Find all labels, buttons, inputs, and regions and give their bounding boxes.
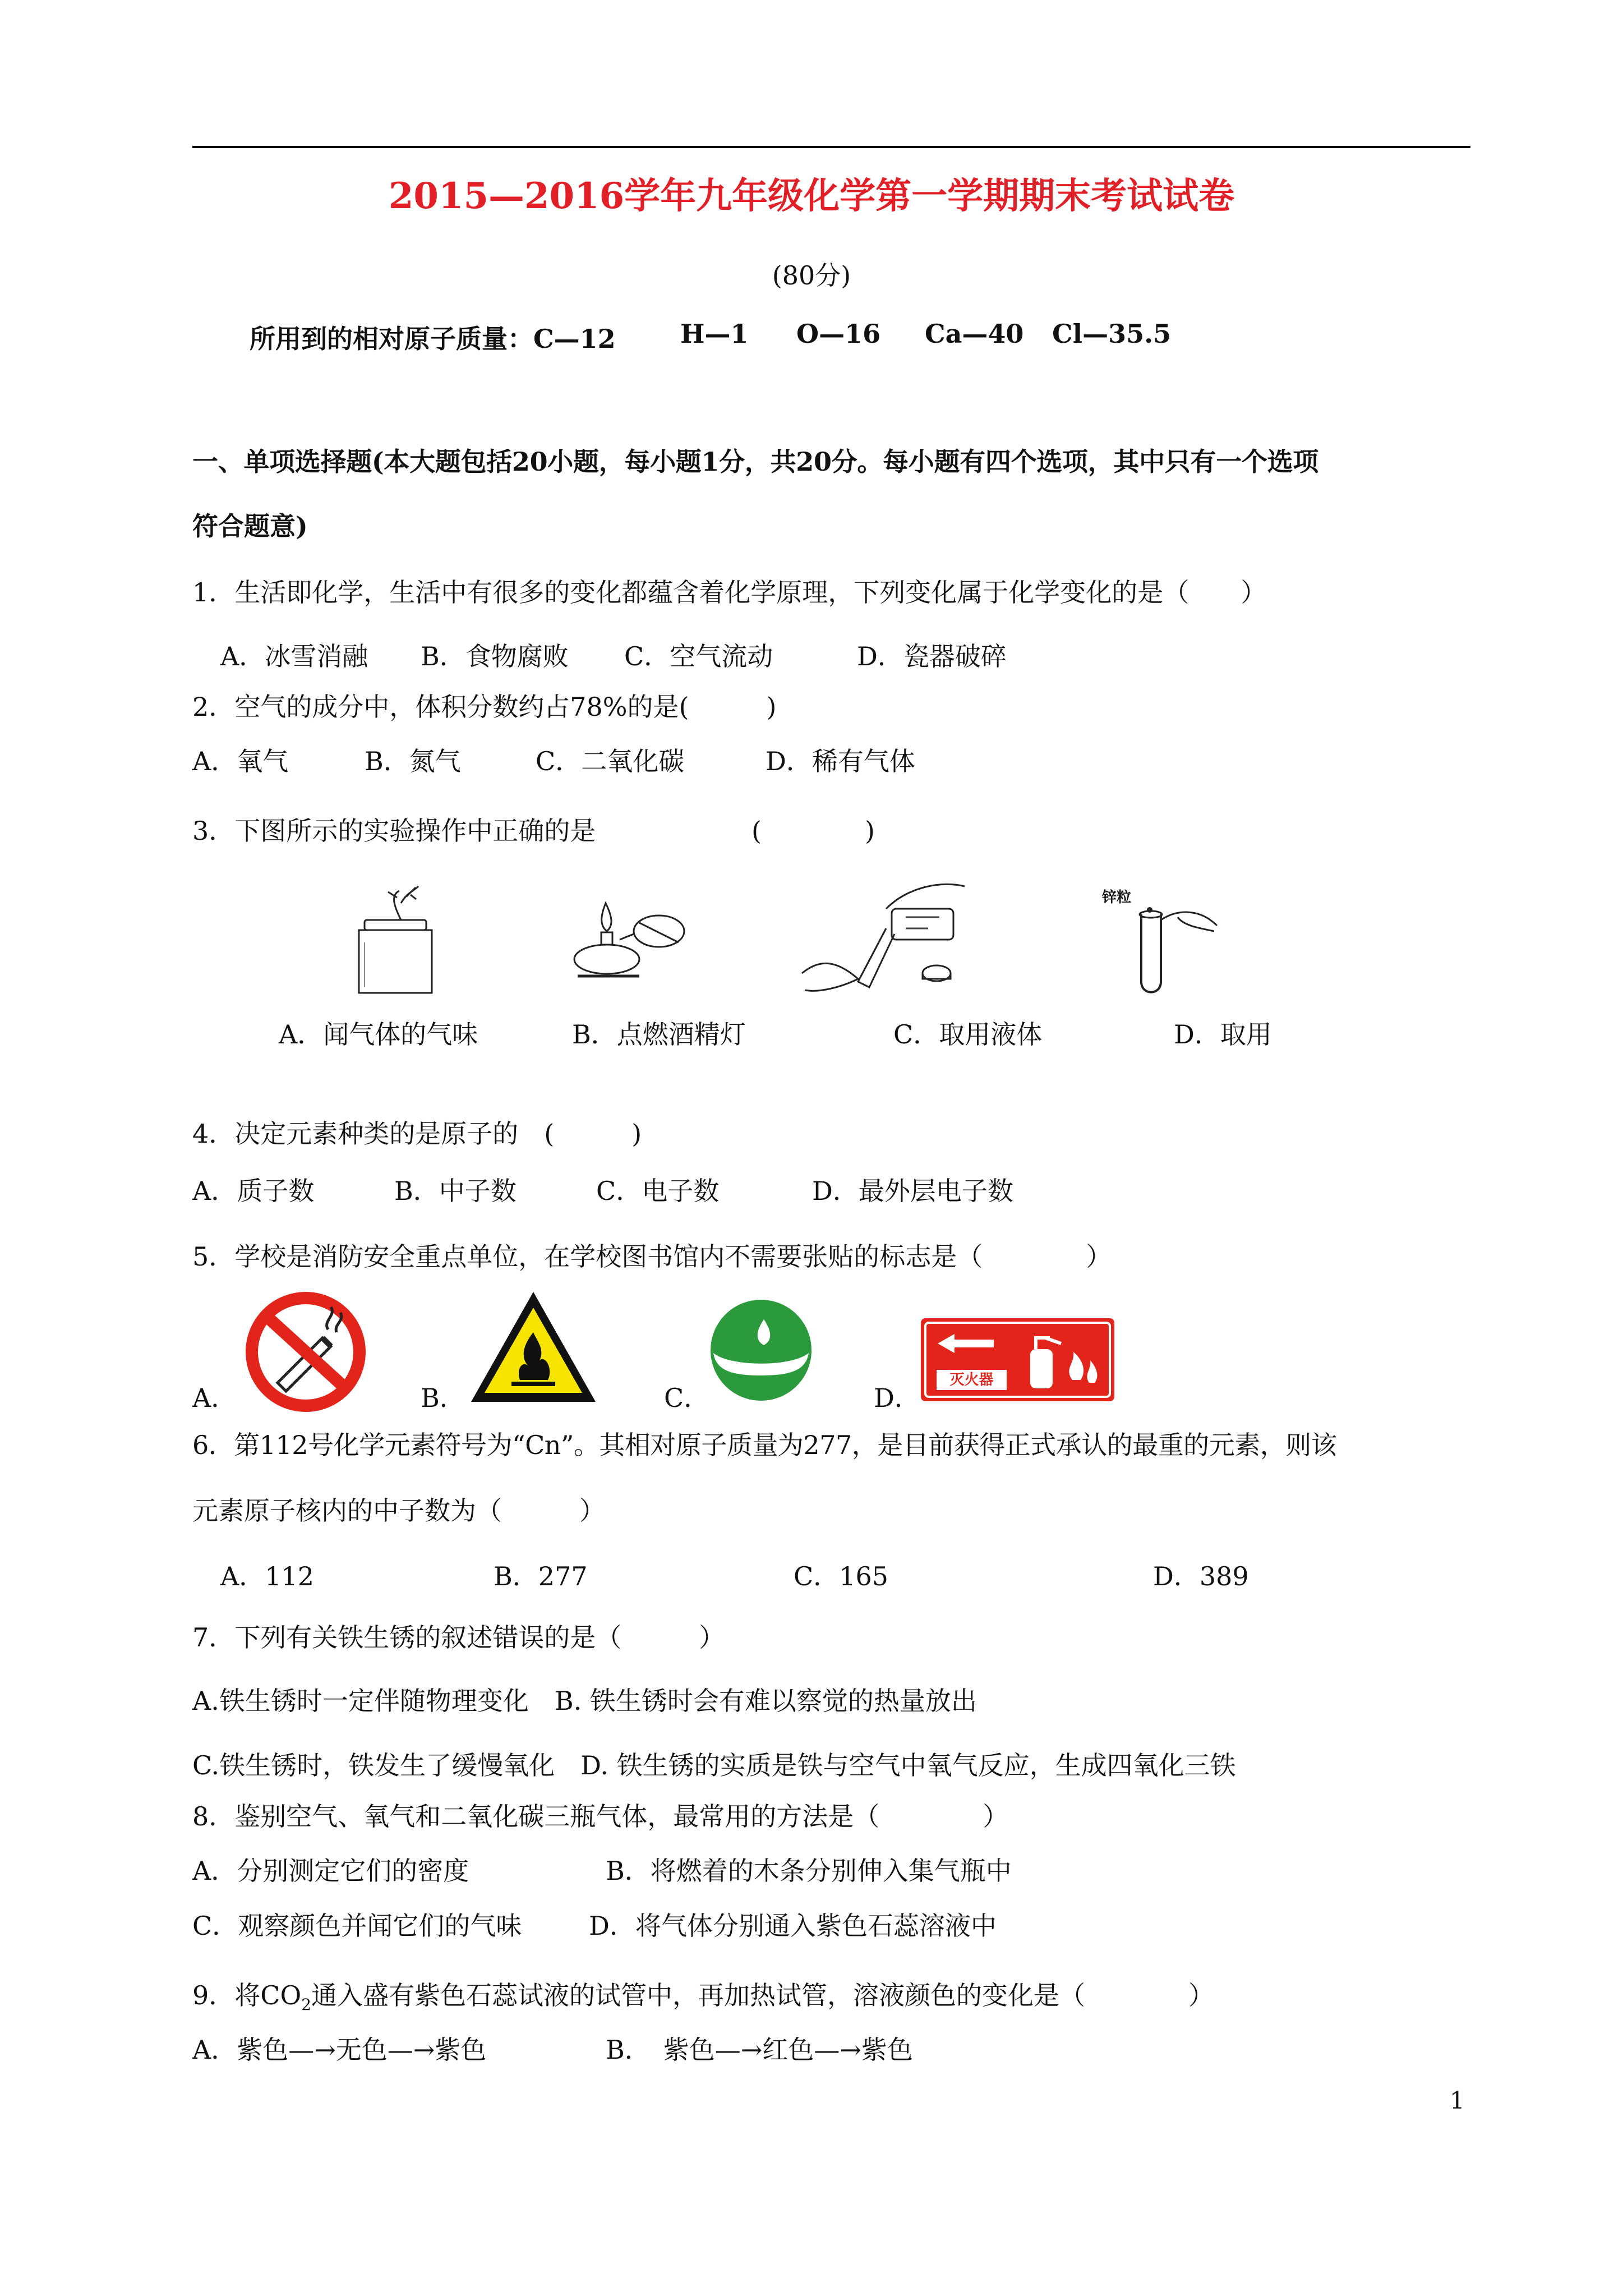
- q9-stem-post: 通入盛有紫色石蕊试液的试管中，再加热试管，溶液颜色的变化是（ ）: [311, 1980, 1215, 2010]
- atomic-mass-h: H—1: [680, 319, 749, 349]
- q5-option-b: B．: [421, 1383, 465, 1413]
- q7-options-ab: A.铁生锈时一定伴随物理变化 B. 铁生锈时会有难以察觉的热量放出: [192, 1686, 977, 1716]
- q1-option-a: A．冰雪消融: [220, 641, 368, 671]
- q8-option-c: C．观察颜色并闻它们的气味: [192, 1911, 522, 1941]
- section1-heading-line1: 一、单项选择题(本大题包括20小题，每小题1分，共20分。每小题有四个选项，其中只有一个选项: [192, 447, 1318, 477]
- pouring-liquid-figure: [796, 875, 993, 1010]
- q1-option-b: B．食物腐败: [421, 641, 569, 671]
- q5-option-a: A．: [192, 1383, 237, 1413]
- q6-stem-line2: 元素原子核内的中子数为（ ）: [192, 1496, 605, 1526]
- q3-option-d: D．取用: [1174, 1019, 1272, 1050]
- q9-option-b: B． 紫色—→红色—→紫色: [606, 2035, 913, 2065]
- gas-bottle-smell-figure: [348, 881, 443, 1004]
- q2-option-c: C．二氧化碳: [536, 746, 685, 776]
- q3-option-a: A．闻气体的气味: [279, 1019, 478, 1050]
- q8-option-d: D．将气体分别通入紫色石蕊溶液中: [589, 1911, 997, 1941]
- q6-option-a: A．112: [220, 1561, 315, 1591]
- q7-stem: 7．下列有关铁生锈的叙述错误的是（ ）: [192, 1622, 725, 1653]
- q5-option-c: C．: [664, 1383, 710, 1413]
- no-smoking-sign: [238, 1290, 373, 1414]
- atomic-mass-ca: Ca—40: [925, 319, 1024, 349]
- flammable-warning-sign: [467, 1287, 600, 1406]
- atomic-mass-o: O—16: [796, 319, 881, 349]
- q9-stem-subscript: 2: [301, 1995, 312, 2014]
- q4-option-b: B．中子数: [394, 1176, 517, 1206]
- fire-extinguisher-sign: [921, 1318, 1114, 1401]
- q1-option-c: C．空气流动: [624, 641, 773, 671]
- q5-stem: 5．学校是消防安全重点单位，在学校图书馆内不需要张贴的标志是（ ）: [192, 1241, 1112, 1272]
- q1-stem: 1．生活即化学，生活中有很多的变化都蕴含着化学原理，下列变化属于化学变化的是（ ）: [192, 577, 1267, 608]
- q8-option-b: B．将燃着的木条分别伸入集气瓶中: [606, 1856, 1012, 1886]
- q2-option-a: A．氧气: [192, 746, 289, 776]
- q7-options-cd: C.铁生锈时，铁发生了缓慢氧化 D. 铁生锈的实质是铁与空气中氧气反应，生成四氧化三铁: [192, 1750, 1236, 1780]
- q6-stem-line1: 6．第112号化学元素符号为“Cn”。其相对原子质量为277，是目前获得正式承认的最重的元素，则该: [192, 1430, 1337, 1460]
- zinc-label: 锌粒: [1102, 889, 1132, 906]
- q3-answer-bracket: ( ): [751, 816, 875, 846]
- q1-option-d: D．瓷器破碎: [857, 641, 1007, 671]
- q6-option-b: B．277: [494, 1561, 588, 1591]
- section1-heading-line2: 符合题意): [192, 511, 308, 541]
- atomic-mass-label: 所用到的相对原子质量：C—12: [250, 324, 616, 354]
- q6-option-d: D．389: [1153, 1561, 1249, 1591]
- fire-extinguisher-label: 灭火器: [949, 1372, 994, 1388]
- q3-option-b: B．点燃酒精灯: [572, 1019, 746, 1050]
- q8-stem: 8．鉴别空气、氧气和二氧化碳三瓶气体，最常用的方法是（ ）: [192, 1801, 1009, 1832]
- atomic-mass-cl: Cl—35.5: [1052, 319, 1172, 349]
- q2-option-b: B．氮气: [365, 746, 461, 776]
- q3-option-c: C．取用液体: [893, 1019, 1043, 1050]
- q2-stem: 2．空气的成分中，体积分数约占78%的是( ): [192, 692, 777, 722]
- q2-option-d: D．稀有气体: [766, 746, 915, 776]
- q9-stem: [192, 1978, 1214, 2022]
- q3-stem: 3．下图所示的实验操作中正确的是: [192, 816, 596, 846]
- exam-title: 2015—2016学年九年级化学第一学期期末考试试卷: [388, 175, 1235, 217]
- q4-option-d: D．最外层电子数: [812, 1176, 1013, 1206]
- top-rule: [192, 146, 1470, 148]
- q4-option-a: A．质子数: [192, 1176, 315, 1206]
- q6-option-c: C．165: [794, 1561, 888, 1591]
- q9-option-a: A．紫色—→无色—→紫色: [192, 2035, 487, 2065]
- alcohol-lamp-figure: [566, 892, 695, 993]
- q8-option-a: A．分别测定它们的密度: [192, 1856, 469, 1886]
- q5-option-d: D．: [874, 1383, 920, 1413]
- total-score: (80分): [772, 260, 851, 291]
- page-number: 1: [1450, 2087, 1465, 2114]
- q9-stem-pre: 9．将CO: [192, 1980, 302, 2010]
- water-saving-sign: [708, 1297, 814, 1404]
- q4-stem: 4．决定元素种类的是原子的 ( ): [192, 1119, 642, 1149]
- q4-option-c: C．电子数: [596, 1176, 720, 1206]
